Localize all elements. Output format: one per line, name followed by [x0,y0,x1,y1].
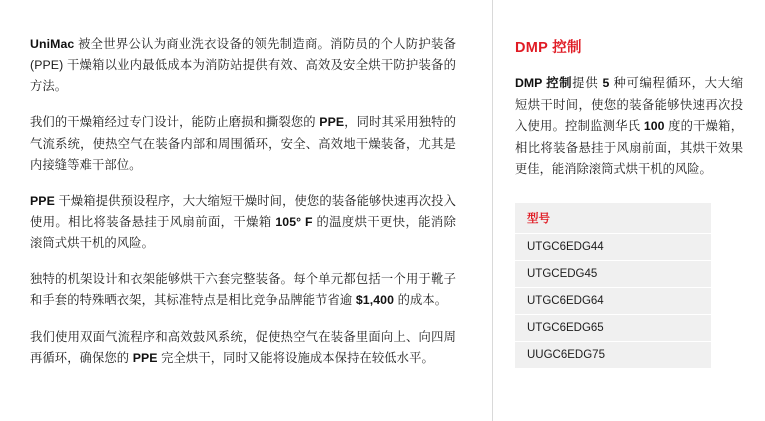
paragraph-2: 我们的干燥箱经过专门设计，能防止磨损和撕裂您的 PPE，同时其采用独特的气流系统，使热空气在装备内部和周围循环，安全、高效地干燥装备，尤其是内接缝等难干部位。 [30,115,456,172]
table-header-row [515,203,711,234]
model-cell-4: UTGC6EDG65 [515,314,711,341]
table-row [515,287,711,314]
table-row [515,341,711,368]
paragraph-5: 我们使用双面气流程序和高效鼓风系统，促使热空气在装备里面向上、向四周再循环，确保您的 PPE 完全烘干，同时又能将设施成本保持在较低水平。 [30,329,456,365]
table-row [515,314,711,341]
sidebar-body-text: DMP 控制提供 5 种可编程循环，大大缩短烘干时间，使您的装备能够快速再次投入使用。控制监测华氏 100 度的干燥箱，相比将装备悬挂于风扇前面，其烘干效果更佳，能消除滚筒式烘干机的风险。 [515,76,744,177]
table-row [515,233,711,260]
sidebar-title: DMP 控制 [515,40,582,56]
paragraph-4: 独特的机架设计和衣架能够烘干六套完整装备。每个单元都包括一个用于靴子和手套的特殊晒衣架，其标准特点是相比竞争品牌能节省逾 $1,400 的成本。 [30,272,456,308]
sidebar-column [493,0,765,421]
table-row [515,260,711,287]
paragraph-3: PPE 干燥箱提供预设程序，大大缩短干燥时间，使您的装备能够快速再次投入使用。相比将装备悬挂于风扇前面，干燥箱 105° F 的温度烘干更快，能消除滚筒式烘干机的风险。 [30,193,456,251]
table-header-model: 型号 [515,203,711,234]
paragraph-1: UniMac 被全世界公认为商业洗衣设备的领先制造商。消防员的个人防护装备 (PPE) 干燥箱以业内最低成本为消防站提供有效、高效及安全烘干防护装备的方法。 [30,37,456,94]
model-cell-2: UTGCEDG45 [515,260,711,287]
model-cell-5: UUGC6EDG75 [515,341,711,368]
model-number-table [515,203,711,368]
model-cell-3: UTGC6EDG64 [515,287,711,314]
model-cell-1: UTGC6EDG44 [515,233,711,260]
